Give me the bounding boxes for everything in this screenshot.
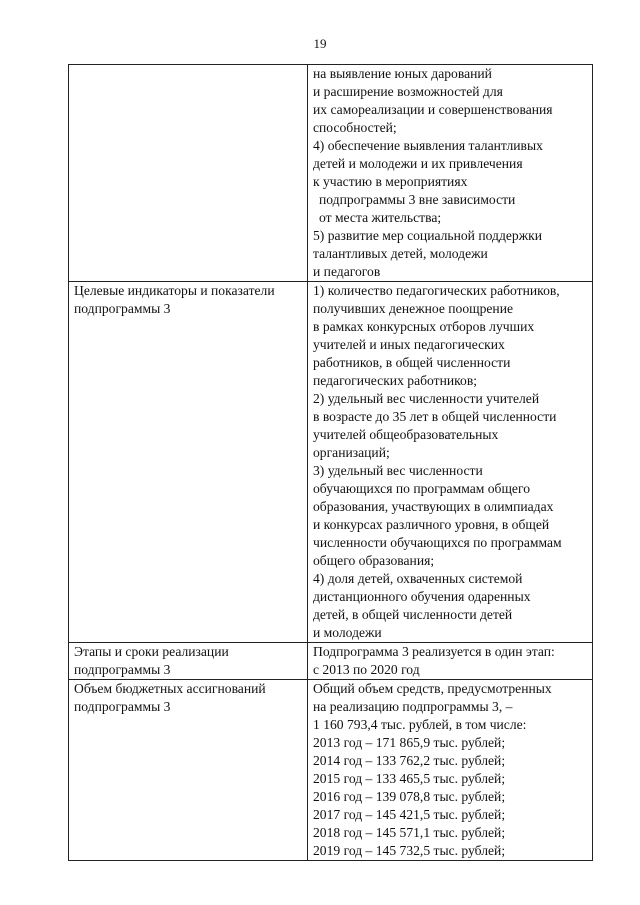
table-row — [69, 643, 593, 680]
row-content-line: в возрасте до 35 лет в общей численности — [313, 409, 557, 424]
row-content-line: и расширение возможностей для — [313, 84, 503, 99]
row-content-line: детей, в общей численности детей — [313, 607, 513, 622]
row-content-line: детей и молодежи и их привлечения — [313, 156, 523, 171]
row-content-line: организаций; — [313, 445, 390, 460]
row-content-line: от места жительства; — [319, 210, 442, 225]
row-content-line: 2) удельный вес численности учителей — [313, 391, 540, 406]
row-content-line: на реализацию подпрограммы 3, – — [313, 699, 513, 714]
row-content-line: 2017 год – 145 421,5 тыс. рублей; — [313, 807, 506, 822]
row-content-line: получивших денежное поощрение — [313, 301, 514, 316]
row-content-line: дистанционного обучения одаренных — [313, 589, 531, 604]
row-content-line: 2013 год – 171 865,9 тыс. рублей; — [313, 735, 506, 750]
row-content-line: 2018 год – 145 571,1 тыс. рублей; — [313, 825, 506, 840]
row-label-line: Объем бюджетных ассигнований — [74, 681, 266, 696]
row-content-line: Подпрограмма 3 реализуется в один этап: — [313, 644, 555, 659]
row-content-line: к участию в мероприятиях — [313, 174, 468, 189]
row-content-line: и педагогов — [313, 264, 381, 279]
row-content-line: общего образования; — [313, 553, 435, 568]
row-content-line: 3) удельный вес численности — [313, 463, 483, 478]
row-label-cell — [69, 282, 308, 643]
row-label-line: подпрограммы 3 — [74, 301, 171, 316]
row-content-line: 2016 год – 139 078,8 тыс. рублей; — [313, 789, 506, 804]
row-content-line: 4) доля детей, охваченных системой — [313, 571, 523, 586]
row-content-cell — [308, 643, 593, 680]
row-content-line: с 2013 по 2020 год — [313, 662, 420, 677]
row-content-line: работников, в общей численности — [313, 355, 511, 370]
row-label-cell — [69, 65, 308, 282]
row-content-line: 1 160 793,4 тыс. рублей, в том числе: — [313, 717, 527, 732]
row-content-line: 2015 год – 133 465,5 тыс. рублей; — [313, 771, 506, 786]
page-number: 19 — [313, 36, 327, 51]
row-content-line: способностей; — [313, 120, 397, 135]
row-content-cell — [308, 680, 593, 861]
table-row — [69, 680, 593, 861]
row-content-line: и молодежи — [313, 625, 382, 640]
row-content-line: образования, участвующих в олимпиадах — [313, 499, 554, 514]
row-label-line: подпрограммы 3 — [74, 699, 171, 714]
table-row — [69, 65, 593, 282]
row-content-line: подпрограммы 3 вне зависимости — [319, 192, 516, 207]
row-content-line: численности обучающихся по программам — [313, 535, 562, 550]
row-content-cell — [308, 65, 593, 282]
row-content-line: 2014 год – 133 762,2 тыс. рублей; — [313, 753, 506, 768]
row-content-line: 2019 год – 145 732,5 тыс. рублей; — [313, 843, 506, 858]
row-content-cell — [308, 282, 593, 643]
row-content-line: 4) обеспечение выявления талантливых — [313, 138, 543, 153]
row-label-line: Целевые индикаторы и показатели — [74, 283, 275, 298]
table-row — [69, 282, 593, 643]
row-label-line: Этапы и сроки реализации — [74, 644, 229, 659]
row-content-line: на выявление юных дарований — [313, 66, 492, 81]
row-content-line: Общий объем средств, предусмотренных — [313, 681, 552, 696]
row-label-cell — [69, 643, 308, 680]
row-content-line: педагогических работников; — [313, 373, 478, 388]
row-content-line: обучающихся по программам общего — [313, 481, 530, 496]
row-content-line: 1) количество педагогических работников, — [313, 283, 560, 298]
row-content-line: в рамках конкурсных отборов лучших — [313, 319, 535, 334]
row-label-cell — [69, 680, 308, 861]
table-body — [69, 65, 593, 861]
row-label-line: подпрограммы 3 — [74, 662, 171, 677]
row-content-line: и конкурсах различного уровня, в общей — [313, 517, 550, 532]
row-content-line: их самореализации и совершенствования — [313, 102, 553, 117]
row-content-line: талантливых детей, молодежи — [313, 246, 488, 261]
subprogram-passport-table — [68, 64, 593, 861]
row-content-line: учителей общеобразовательных — [313, 427, 499, 442]
row-content-line: 5) развитие мер социальной поддержки — [313, 228, 542, 243]
row-content-line: учителей и иных педагогических — [313, 337, 505, 352]
